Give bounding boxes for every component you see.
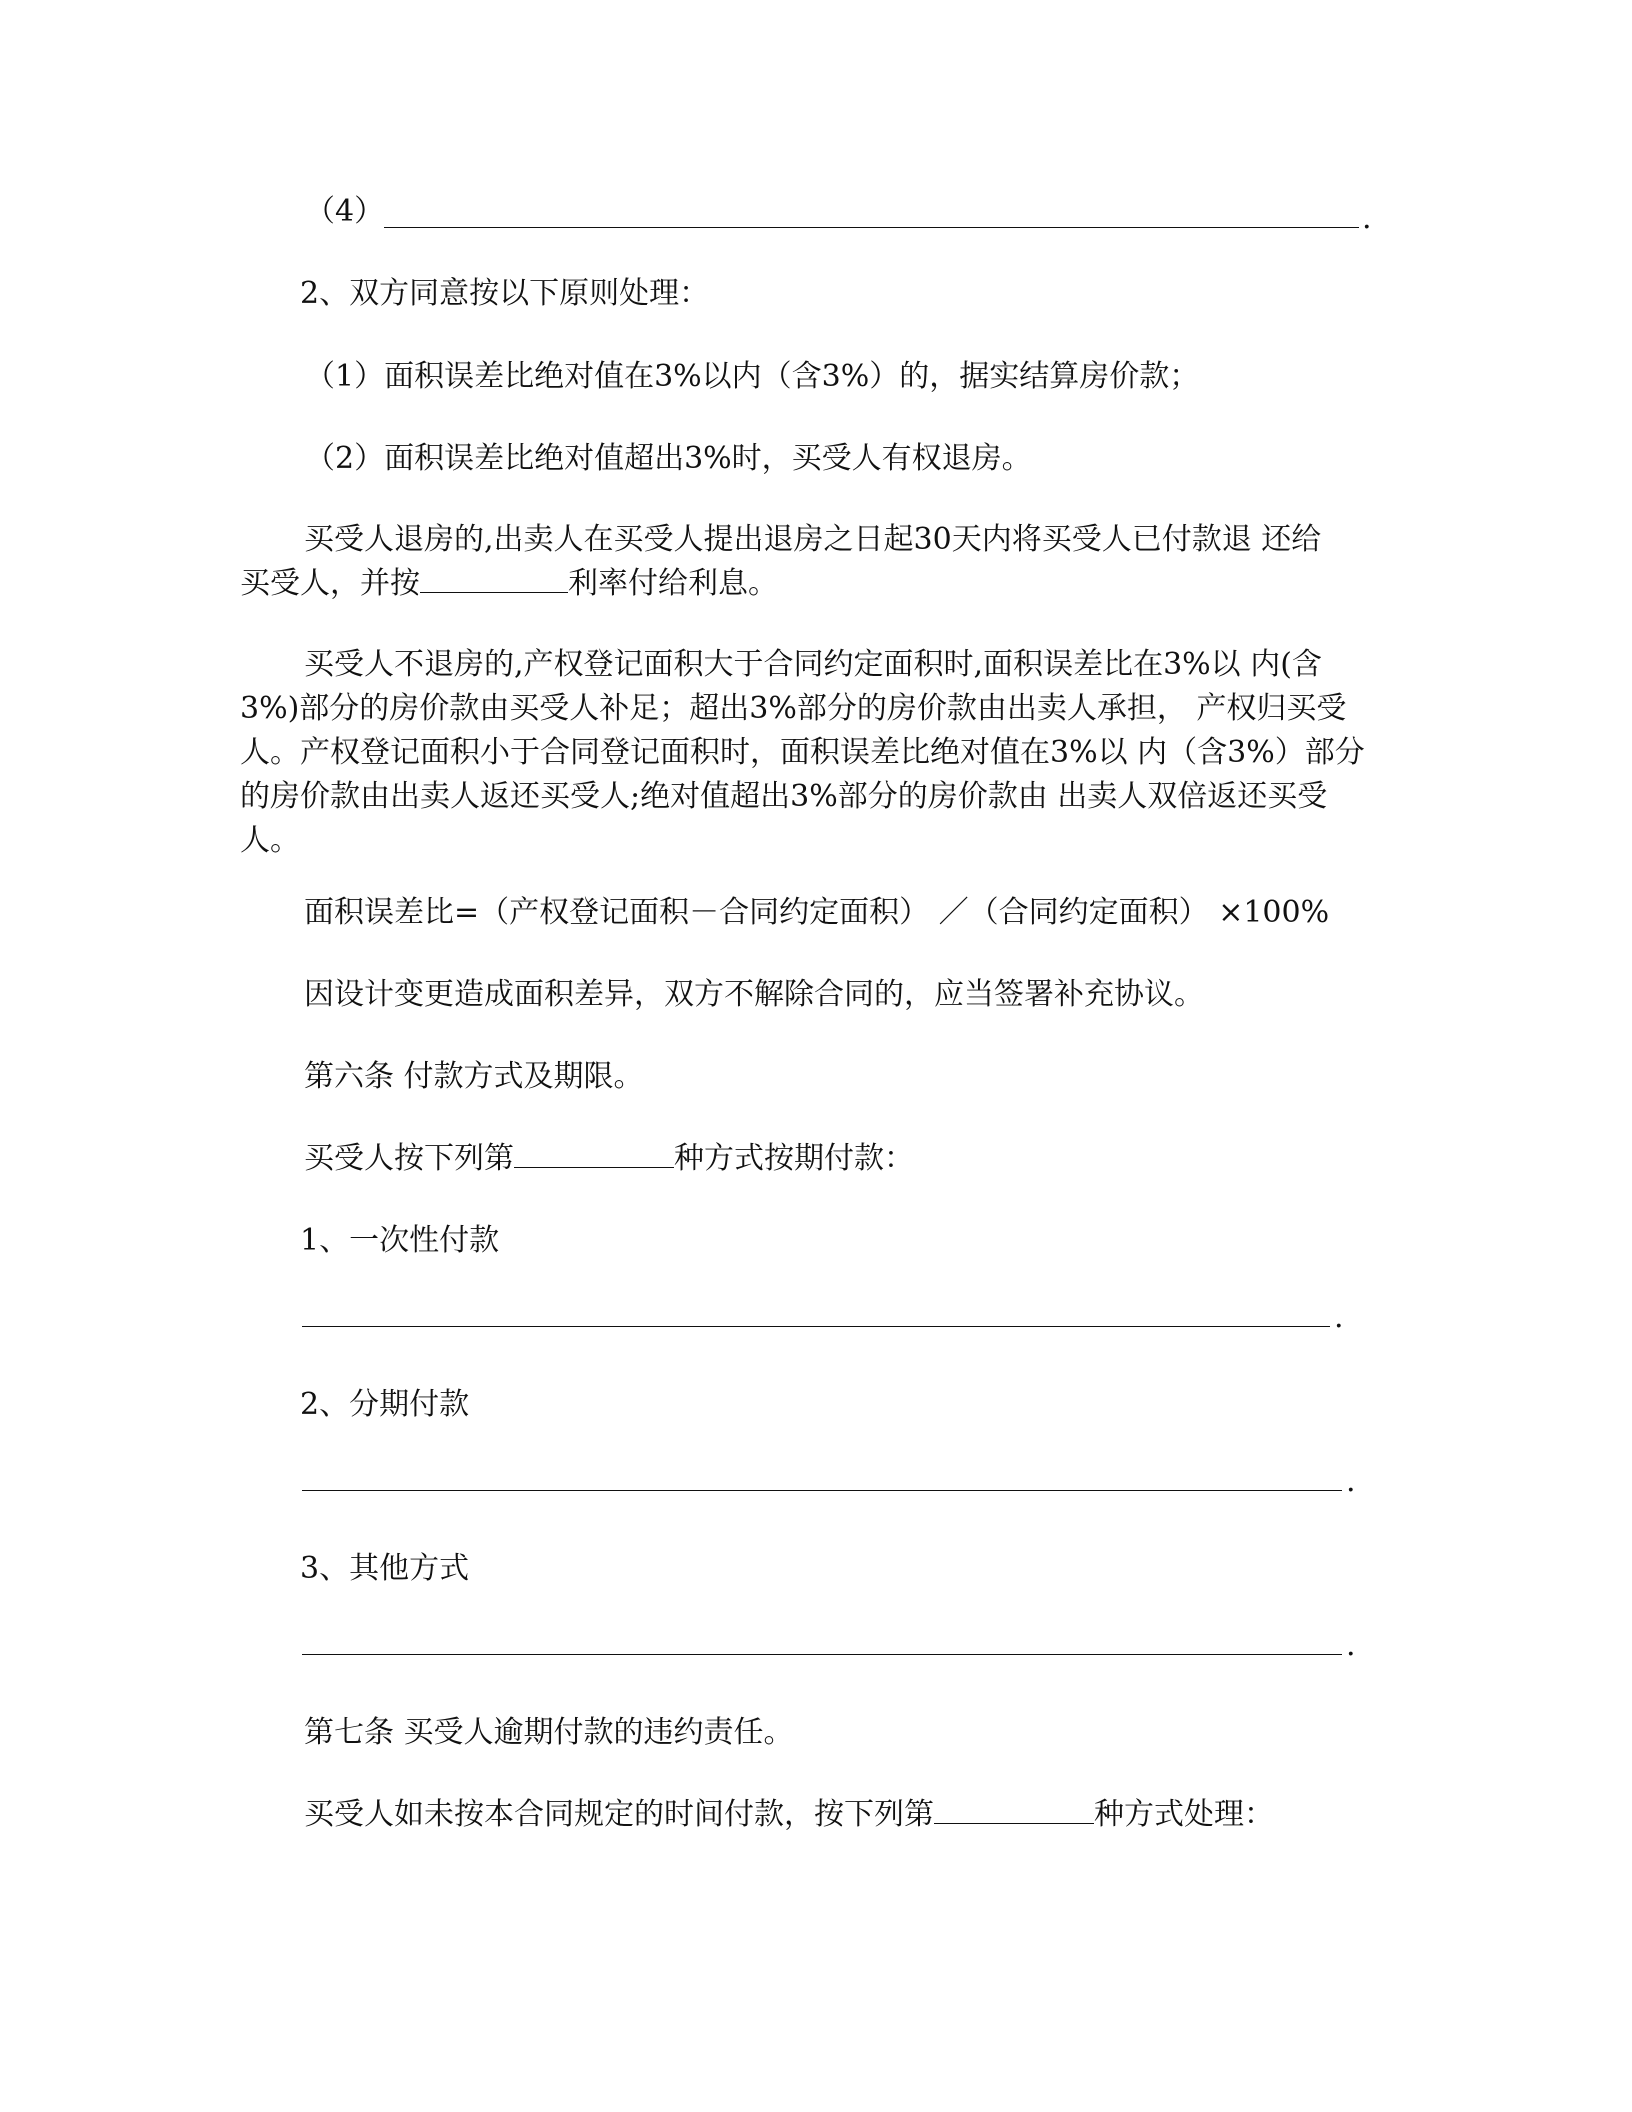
design-change-line: 因设计变更造成面积差异，双方不解除合同的，应当签署补充协议。 <box>304 977 1204 1012</box>
article7-heading: 第七条 买受人逾期付款的违约责任。 <box>304 1715 794 1750</box>
refund-line-1: 买受人退房的,出卖人在买受人提出退房之日起30天内将买受人已付款退 还给 <box>304 522 1322 557</box>
late-method-blank[interactable] <box>934 1793 1094 1824</box>
interest-rate-blank[interactable] <box>420 562 568 593</box>
pay1-blank[interactable] <box>302 1325 1330 1327</box>
pay3-line: 3、其他方式 <box>300 1551 470 1586</box>
late-text-b: 种方式处理： <box>1094 1797 1274 1832</box>
rule2-line: （2）面积误差比绝对值超出3%时，买受人有权退房。 <box>305 441 1032 476</box>
rule1-line: （1）面积误差比绝对值在3%以内（含3%）的，据实结算房价款； <box>305 359 1200 394</box>
principles-line: 2、双方同意按以下原则处理： <box>300 276 710 311</box>
refund-line-2: 买受人，并按 利率付给利息。 <box>240 562 778 606</box>
article6-heading: 第六条 付款方式及期限。 <box>304 1059 644 1094</box>
item4-blank[interactable] <box>384 226 1359 228</box>
pay2-line: 2、分期付款 <box>300 1387 470 1422</box>
pay2-end: . <box>1346 1464 1356 1499</box>
pay-method-text-b: 种方式按期付款： <box>674 1141 914 1176</box>
formula-line: 面积误差比=（产权登记面积－合同约定面积） ／（合同约定面积） ×100% <box>304 895 1330 930</box>
pay3-blank[interactable] <box>302 1653 1342 1655</box>
late-text-a: 买受人如未按本合同规定的时间付款，按下列第 <box>304 1797 934 1832</box>
late-payment-line <box>304 1793 1274 1837</box>
item4-label: （4） <box>305 194 385 229</box>
pay1-line: 1、一次性付款 <box>300 1223 500 1258</box>
norefund-line-5: 人。 <box>240 823 300 858</box>
pay-method-text-a: 买受人按下列第 <box>304 1141 514 1176</box>
norefund-line-4: 的房价款由出卖人返还买受人;绝对值超出3%部分的房价款由 出卖人双倍返还买受 <box>240 779 1328 814</box>
pay2-blank[interactable] <box>302 1489 1342 1491</box>
norefund-line-1: 买受人不退房的,产权登记面积大于合同约定面积时,面积误差比在3%以 内(含 <box>304 647 1322 682</box>
pay-method-blank[interactable] <box>514 1137 674 1168</box>
pay3-end: . <box>1346 1628 1356 1663</box>
norefund-line-3: 人。产权登记面积小于合同登记面积时，面积误差比绝对值在3%以 内（含3%）部分 <box>240 735 1365 770</box>
item4-end: . <box>1362 201 1372 236</box>
pay1-end: . <box>1334 1300 1344 1335</box>
norefund-line-2: 3%)部分的房价款由买受人补足；超出3%部分的房价款由出卖人承担， 产权归买受 <box>240 691 1347 726</box>
item4-line <box>305 190 384 234</box>
pay-method-line <box>304 1137 914 1181</box>
